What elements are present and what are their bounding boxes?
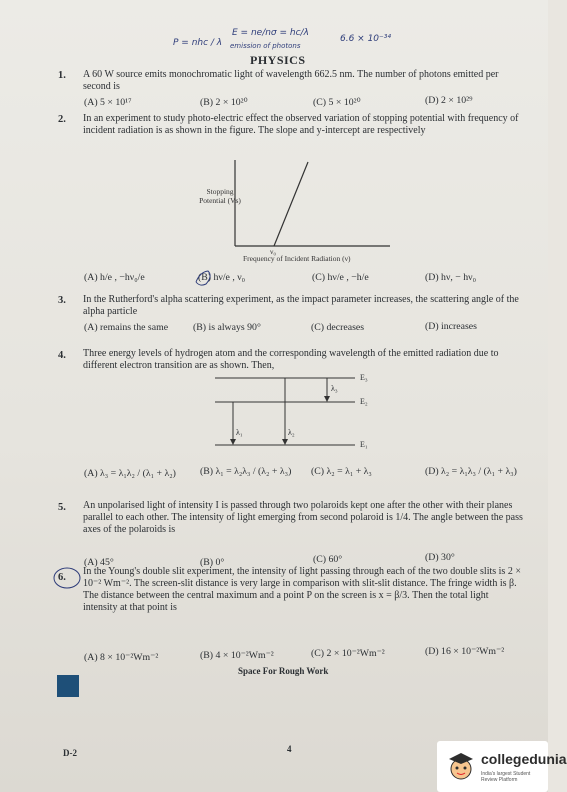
hand-note: E = ne/nσ = hc/λ — [232, 28, 309, 38]
subject-title: PHYSICS — [250, 53, 306, 67]
level-label: E₁ — [360, 440, 368, 449]
option: (A) λ₃ = λ₁λ₂ / (λ₁ + λ₂) — [84, 468, 176, 479]
level-label: E₃ — [360, 373, 368, 382]
hand-note: P = nhc / λ — [173, 38, 223, 48]
option: (C) decreases — [311, 322, 365, 333]
option: (B) λ₁ = λ₂λ₃ / (λ₂ + λ₃) — [200, 466, 292, 477]
brand-tagline: India's largest Student Review Platform — [481, 771, 531, 783]
option: (A) remains the same — [84, 322, 169, 333]
option: (D) increases — [425, 321, 477, 332]
option: (A) h/e , −hν₀/e — [84, 272, 145, 283]
option: (C) 5 × 10²⁰ — [313, 97, 361, 108]
energy-level-diagram — [205, 370, 365, 460]
option: (D) 2 × 10²⁹ — [425, 95, 473, 106]
option: (B) is always 90° — [193, 322, 261, 333]
qr-code-icon — [57, 675, 79, 697]
rough-work-label: Space For Rough Work — [238, 666, 329, 676]
question-number: 5. — [58, 502, 66, 513]
option: (A) 5 × 10¹⁷ — [84, 97, 132, 108]
page-number: 4 — [287, 744, 292, 754]
stopping-potential-graph — [190, 150, 390, 270]
option: (C) hν/e , −h/e — [312, 272, 369, 283]
question-number: 1. — [58, 70, 66, 81]
option: (D) 30° — [425, 552, 455, 563]
lambda-label: λ₂ — [288, 428, 295, 437]
brand-name: collegedunia — [481, 751, 567, 767]
answer-mark — [194, 268, 214, 288]
graph-x-intercept: ν₀ — [270, 247, 277, 256]
hand-note: emission of photons — [230, 42, 301, 50]
question-text: A 60 W source emits monochromatic light of wavelength 662.5 nm. The number of photons emitted per second is — [83, 69, 499, 92]
lambda-label: λ₁ — [236, 428, 243, 437]
option: (A) 8 × 10⁻²Wm⁻² — [84, 652, 159, 663]
paper-code: D-2 — [63, 748, 77, 758]
question-number: 2. — [58, 114, 66, 125]
graduate-mascot-icon — [446, 750, 476, 782]
question-text: In the Rutherford's alpha scattering experiment, as the impact parameter increases, the scattering angle of the alpha particle — [83, 294, 519, 317]
option: (C) 60° — [313, 554, 343, 565]
question-circle-mark — [52, 566, 82, 590]
lambda-label: λ₃ — [331, 384, 338, 393]
graph-xlabel: Frequency of Incident Radiation (ν) — [243, 254, 351, 263]
option: (A) 45° — [84, 557, 114, 568]
hand-note: 6.6 × 10⁻³⁴ — [340, 34, 391, 44]
option: (D) λ₂ = λ₁λ₃ / (λ₁ + λ₃) — [425, 466, 517, 477]
question-number: 6. — [58, 572, 66, 583]
question-text: In an experiment to study photo-electric effect the observed variation of stopping potential with frequency of incident radiation is as shown in the figure. The slope and y-intercept are respectively — [83, 113, 519, 136]
option: (C) λ₂ = λ₁ + λ₃ — [311, 466, 372, 477]
question-text: In the Young's double slit experiment, the intensity of light passing through each of the two double slits is 2 × 10⁻² Wm⁻². The screen-slit distance is very large in comparison with slit-slit distance. The fringe width is β. The distance between the central maximum and a point P on the screen is x = β/3. Then the total light intensity at that point is — [83, 566, 521, 613]
level-label: E₂ — [360, 397, 368, 406]
option: (B) hν/e , ν₀ — [198, 272, 246, 283]
question-number: 3. — [58, 295, 66, 306]
option: (B) 4 × 10⁻²Wm⁻² — [200, 650, 274, 661]
graph-line — [274, 162, 308, 246]
option: (C) 2 × 10⁻²Wm⁻² — [311, 648, 385, 659]
question-number: 4. — [58, 350, 66, 361]
option: (B) 2 × 10²⁰ — [200, 97, 248, 108]
graph-ylabel: Stopping Potential (Vs) — [199, 187, 241, 205]
option: (D) hν, − hν₀ — [425, 272, 476, 283]
option: (B) 0° — [200, 557, 225, 568]
question-text: An unpolarised light of intensity I is passed through two polaroids kept one after the other with their planes parallel to each other. The intensity of light emerging from second polaroid is 1/4. The angle between the pass axes of the polaroids is — [83, 500, 523, 535]
option: (D) 16 × 10⁻²Wm⁻² — [425, 646, 505, 657]
question-text: Three energy levels of hydrogen atom and the corresponding wavelength of the emitted radiation due to different electron transition are as shown. Then, — [83, 348, 499, 371]
